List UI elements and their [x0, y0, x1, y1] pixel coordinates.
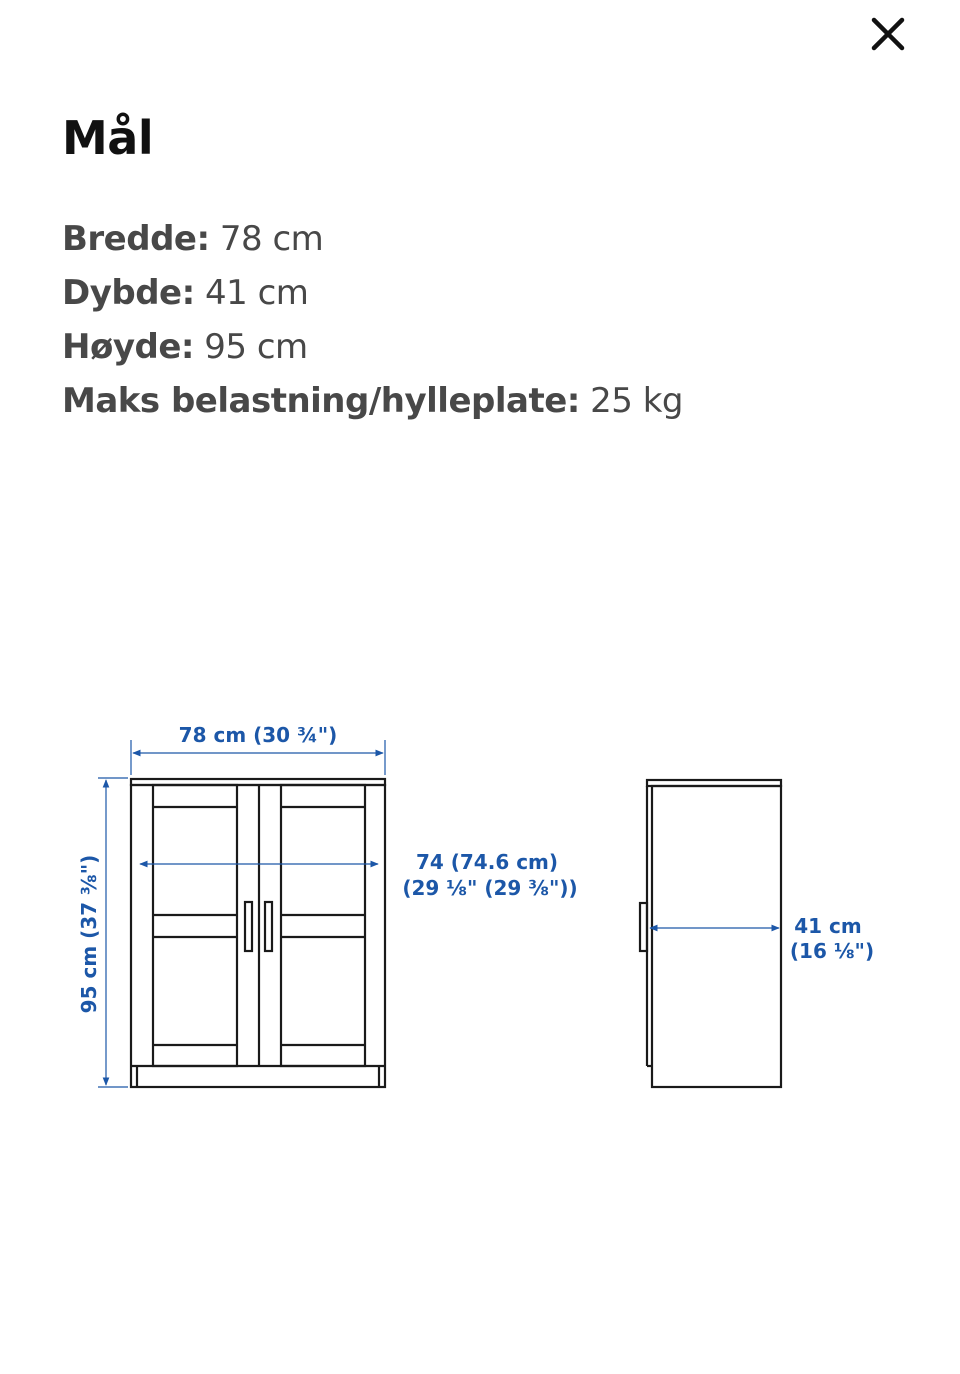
dimension-specs-list: [62, 212, 683, 428]
height-dimension-label: 95 cm (37 ⅜"): [77, 854, 101, 1014]
spec-row-height: [62, 320, 683, 374]
spec-label: Bredde:: [62, 219, 210, 259]
cabinet-dimension-drawing: [0, 700, 960, 1120]
spec-row-width: [62, 212, 683, 266]
height-dimension: [98, 778, 128, 1087]
inner-width-label-line2: (29 ⅛" (29 ⅜")): [402, 876, 578, 900]
spec-value: 78 cm: [219, 219, 324, 259]
dimension-diagram: [0, 700, 960, 1120]
front-view-cabinet: [131, 779, 385, 1087]
spec-value: 25 kg: [590, 381, 684, 421]
close-icon: [870, 16, 906, 52]
page-title: Mål: [62, 111, 154, 165]
side-door-handle: [640, 903, 647, 951]
depth-label-line2: (16 ⅛"): [789, 939, 875, 963]
inner-width-label-line1: 74 (74.6 cm): [415, 850, 559, 874]
spec-label: Maks belastning/hylleplate:: [62, 381, 580, 421]
spec-value: 95 cm: [204, 327, 308, 367]
door-handle: [245, 902, 252, 951]
spec-row-max-load: [62, 374, 683, 428]
depth-label-line1: 41 cm: [794, 914, 862, 938]
close-button[interactable]: [862, 8, 914, 60]
width-dimension-label: 78 cm (30 ¾"): [178, 723, 338, 747]
spec-label: Høyde:: [62, 327, 194, 367]
door-handle: [265, 902, 272, 951]
spec-row-depth: [62, 266, 683, 320]
side-view-cabinet: [640, 780, 781, 1087]
spec-label: Dybde:: [62, 273, 195, 313]
spec-value: 41 cm: [205, 273, 309, 313]
